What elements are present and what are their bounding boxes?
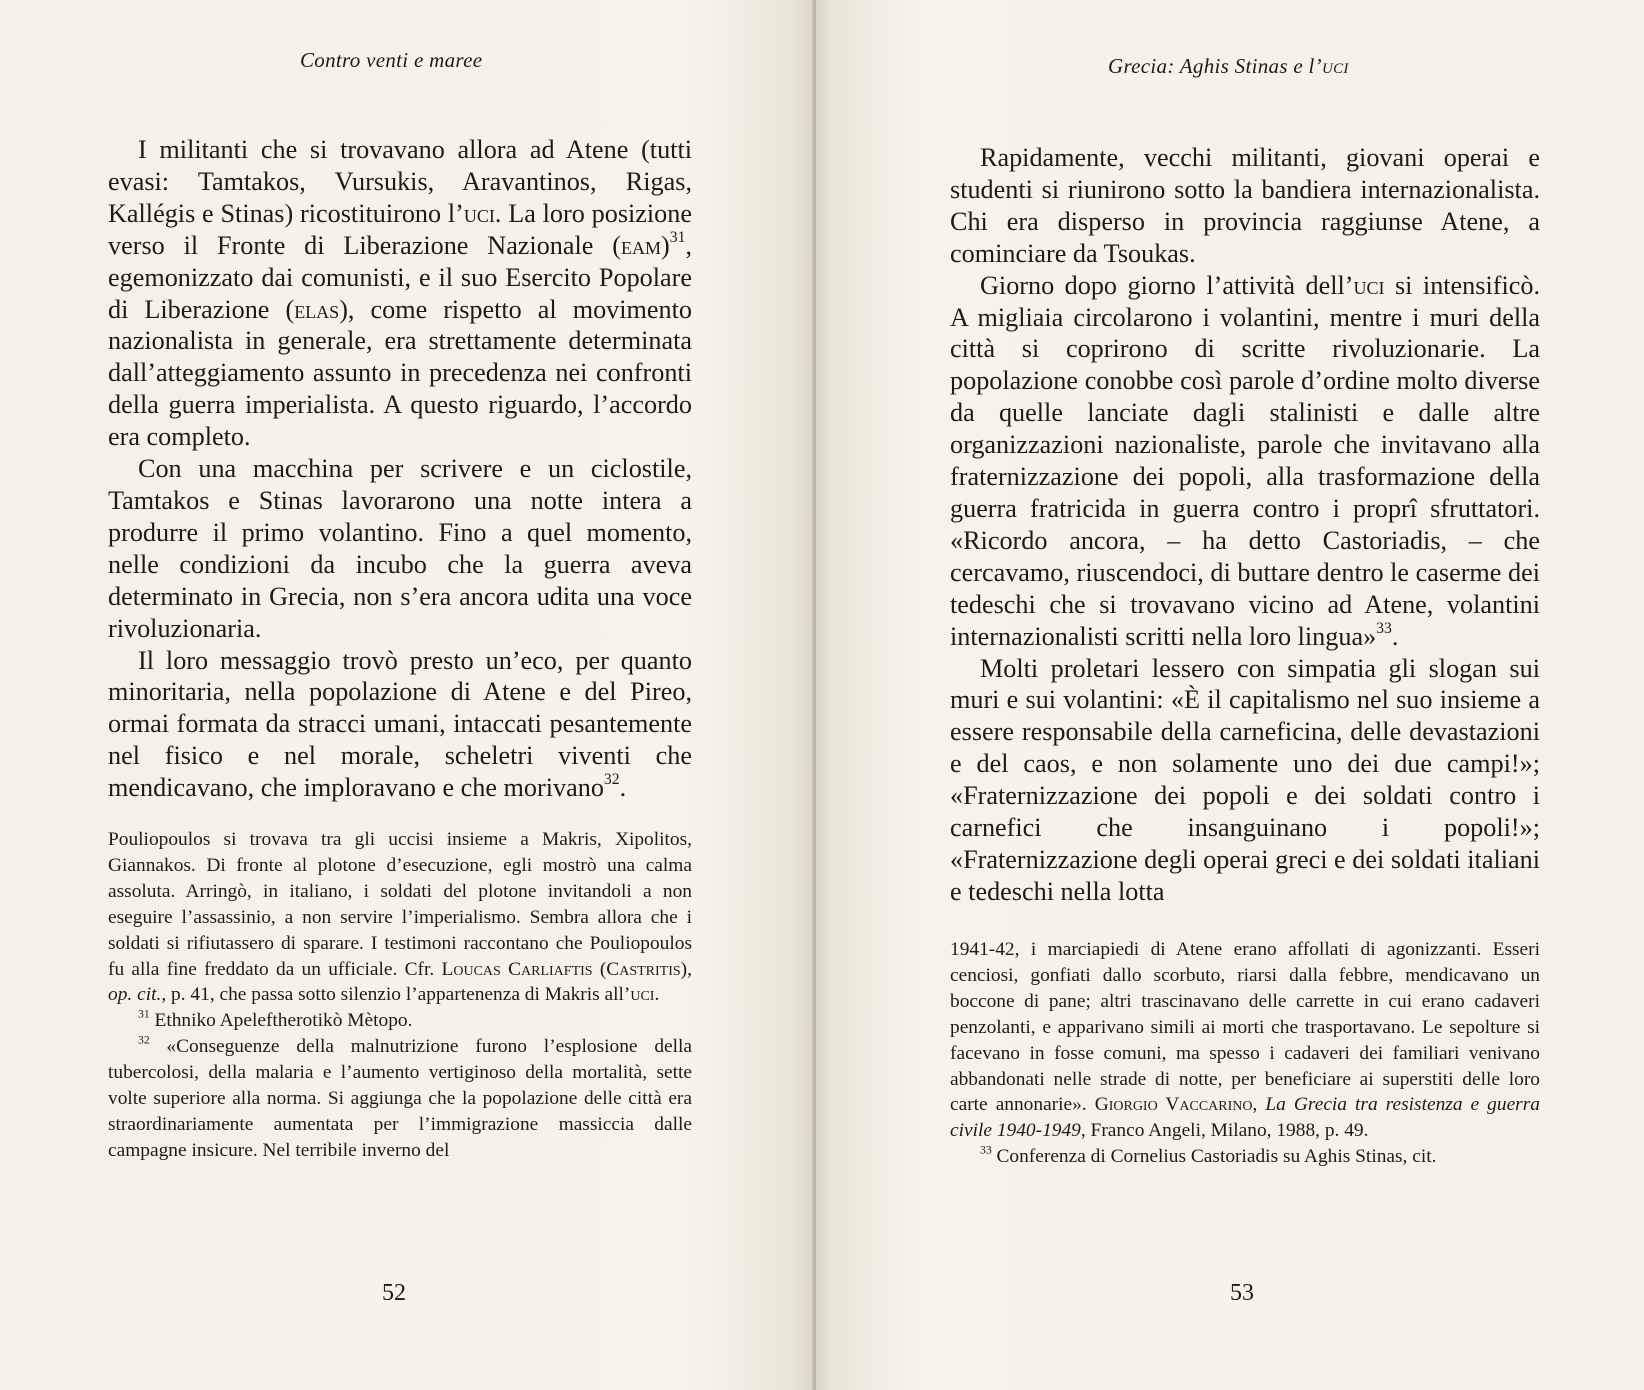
footnote-ref: 33	[1376, 619, 1392, 637]
running-head-right: Grecia: Aghis Stinas e l’uci	[1108, 54, 1349, 78]
page-number-right: 53	[1230, 1280, 1254, 1306]
left-body-text	[108, 134, 692, 804]
footnote-ref: 31	[669, 228, 686, 246]
running-head-left: Contro venti e maree	[300, 48, 483, 72]
paragraph: Giorno dopo giorno l’attività dell’uci si intensificò. A migliaia circolarono i volantini, mentre i muri della città si coprirono di scritte rivoluzionarie. La popolazione conobbe così parole d’ordine molto diverse da quelle lanciate dagli stalinisti e dalle altre organizzazioni nazionaliste, parole che invitavano alla fraternizzazione dei popoli, alla trasformazione della guerra fratricida in guerra contro i proprî sfruttatori. «Ricordo ancora, – ha detto Castoriadis, – che cercavamo, riuscendoci, di buttare dentro le caserme dei tedeschi che si trovavano vicino ad Atene, volantini internazionalisti scritti nella loro lingua»$^{33}$.	[950, 270, 1541, 651]
right-page	[816, 0, 1644, 1390]
footnote-ref: 32	[603, 771, 620, 789]
footnote-32: $^{32}$ «Conseguenze della malnutrizione furono l’esplosione della tubercolosi, della malaria e l’aumento vertiginoso della mortalità, sette volte superiore alla norma. Si aggiunga che la popolazione delle città era straordinariamente aumentata per l’immigrazione massiccia dalle campagne insicure. Nel terribile inverno del	[108, 1033, 692, 1161]
right-body-text	[950, 142, 1540, 908]
right-footnotes	[950, 937, 1540, 1170]
footnote-33: $^{33}$ Conferenza di Cornelius Castoriadis su Aghis Stinas, cit.	[980, 1143, 1437, 1168]
page-number-left: 52	[382, 1280, 406, 1306]
footnote-continuation: Pouliopoulos si trovava tra gli uccisi insieme a Makris, Xipolitos, Giannakos. Di fronte al plotone d’esecuzione, egli mostrò una calma assoluta. Arringò, in italiano, i soldati del plotone invitandoli a non eseguire l’assassinio, a non servire l’imperialismo. Sembra allora che i soldati si rifiutassero di sparare. I testimoni raccontano che Pouliopoulos fu alla fine freddato da un ufficiale. Cfr. Loucas Carliaftis (Castritis), op. cit., p. 41, che passa sotto silenzio l’appartenenza di Makris all’uci.	[108, 829, 692, 1006]
paragraph: Il loro messaggio trovò presto un’eco, per quanto minoritaria, nella popolazione di Atene e del Pireo, ormai formata da stracci umani, intaccati pesantemente nel fisico e nel morale, scheletri viventi che mendicavano, che imploravano e che morivano$^{32}$.	[108, 645, 692, 803]
left-footnotes	[108, 827, 692, 1164]
paragraph: Con una macchina per scrivere e un ciclostile, Tamtakos e Stinas lavorarono una notte intera a produrre il primo volantino. Fino a quel momento, nelle condizioni da incubo che la guerra aveva determinato in Grecia, non s’era ancora udita una voce rivoluzionaria.	[108, 454, 692, 643]
footnote-31: $^{31}$ Ethniko Apeleftherotikò Mètopo.	[138, 1007, 413, 1032]
left-page	[0, 0, 816, 1390]
paragraph: Molti proletari lessero con simpatia gli slogan sui muri e sui volantini: «È il capitalismo nel suo insieme a essere responsabile della carneficina, delle devastazioni e del caos, e non solamente uno dei due campi!»; «Fraternizzazione dei popoli e dei soldati contro i carnefici che insanguinano i popoli!»; «Fraternizzazione degli operai greci e dei soldati italiani e tedeschi nella lotta	[950, 653, 1540, 906]
paragraph: Rapidamente, vecchi militanti, giovani operai e studenti si riunirono sotto la bandiera internazionalista. Chi era disperso in provincia raggiunse Atene, a cominciare da Tsoukas.	[950, 143, 1540, 268]
footnote-continuation: 1941-42, i marciapiedi di Atene erano affollati di agonizzanti. Esseri cenciosi, gonfiati dallo scorbuto, riarsi dalla febbre, mendicavano un boccone di pane; altri trascinavano delle carrette in cui erano cadaveri penzolanti, e apparivano simili ai morti che trasportavano. Le sepolture si facevano in fosse comuni, ma spesso i cadaveri dei familiari venivano abbandonati nelle strade di notte, per beneficiare ai superstiti delle loro carte annonarie». Giorgio Vaccarino, La Grecia tra resistenza e guerra civile 1940-1949, Franco Angeli, Milano, 1988, p. 49.	[950, 939, 1540, 1142]
paragraph: I militanti che si trovavano allora ad Atene (tutti evasi: Tamtakos, Vursukis, Aravantinos, Rigas, Kallégis e Stinas) ricostituirono l’uci. La loro posizione verso il Fronte di Liberazione Nazionale (eam)$^{31}$, egemonizzato dai comunisti, e il suo Esercito Popolare di Liberazione (elas), come rispetto al movimento nazionalista in generale, era strettamente determinata dall’atteggiamento assunto in precedenza nei confronti della guerra imperialista. A questo riguardo, l’accordo era completo.	[108, 135, 692, 452]
